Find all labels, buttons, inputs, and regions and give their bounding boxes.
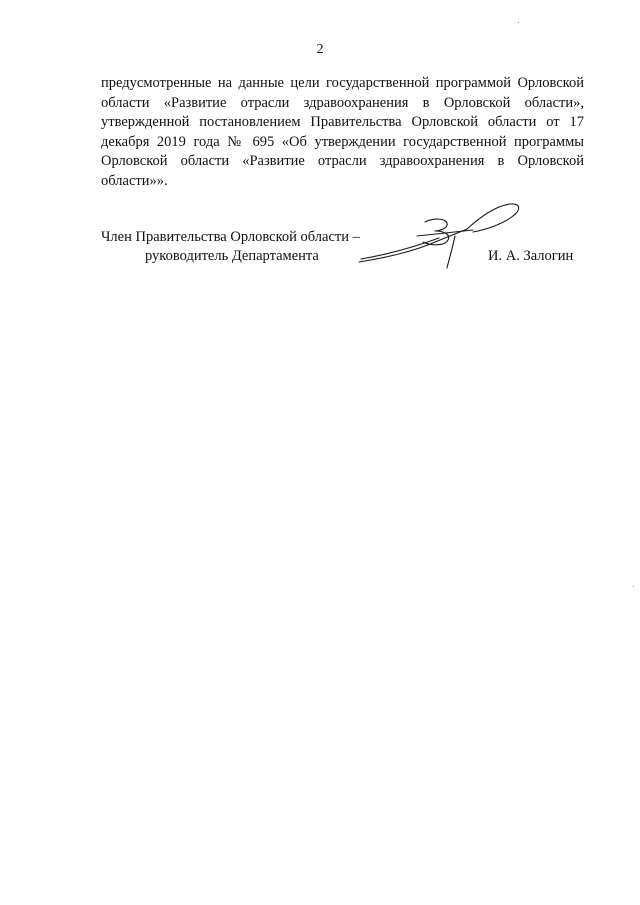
- body-line: области»».: [101, 172, 168, 189]
- signatory-position-line2: руководитель Департамента: [145, 248, 319, 264]
- scan-speck: [633, 586, 634, 587]
- signatory-name: И. А. Залогин: [488, 248, 574, 264]
- body-line: предусмотренные на данные цели государственной программой Орловской: [101, 75, 584, 91]
- body-line: Орловской области «Развитие отрасли здравоохранения в Орловской: [101, 153, 584, 170]
- signatory-position-line1: Член Правительства Орловской области –: [101, 229, 360, 245]
- scan-speck: [518, 22, 519, 23]
- page-number: 2: [316, 42, 324, 57]
- body-line: утвержденной постановлением Правительства Орловской области от 17: [101, 114, 584, 131]
- body-line: области «Развитие отрасли здравоохранения в Орловской области»,: [101, 94, 584, 111]
- body-paragraph: [101, 74, 584, 192]
- body-line: декабря 2019 года № 695 «Об утверждении государственной программы: [101, 133, 584, 150]
